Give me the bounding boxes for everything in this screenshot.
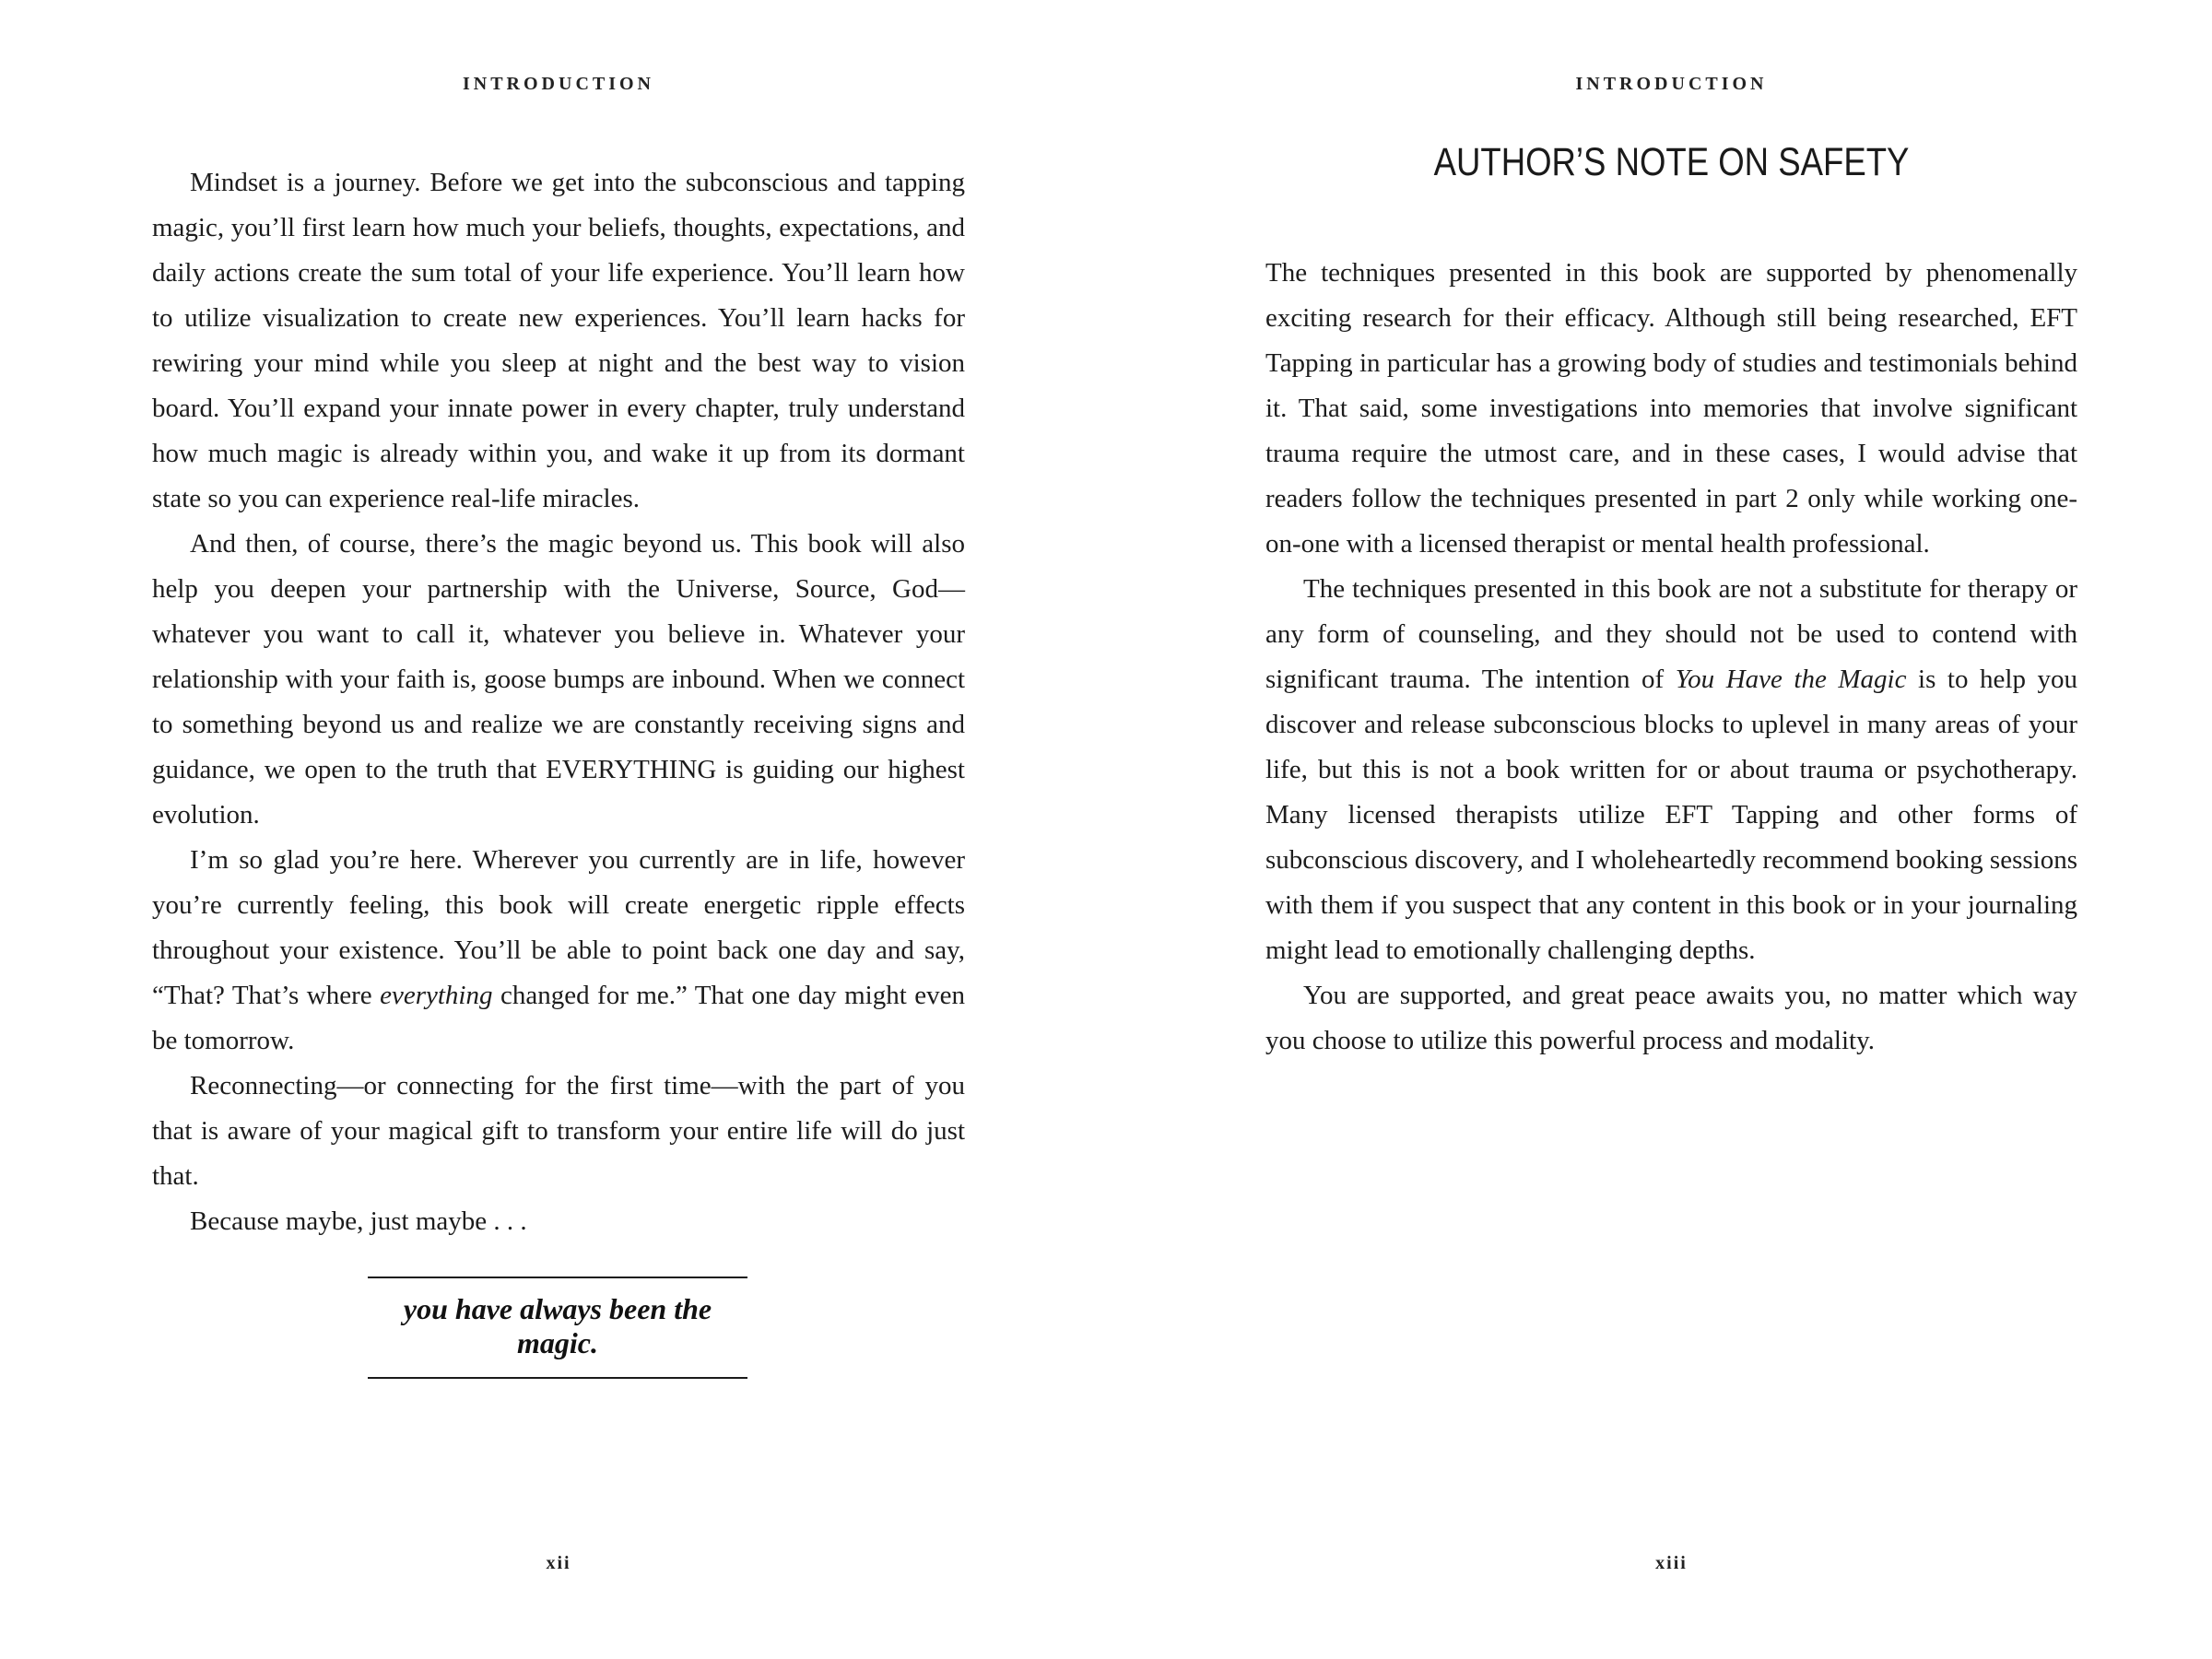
paragraph: Reconnecting—or connecting for the first time—with the part of you that is aware of your magical gift to transform your entire life will do just that. (152, 1071, 965, 1191)
paragraph-text: is to help you discover and release subconscious blocks to uplevel in many areas of your life, but this is not a book written for or about trauma or psychotherapy. Many licensed therapists utilize EFT Tapping and other forms of subconscious discovery, and I wholeheartedly recommend booking sessions with them if you suspect that any content in this book or in your journaling might lead to emotionally challenging depths. (1265, 665, 2077, 965)
pull-quote (368, 1277, 747, 1379)
paragraph: You are supported, and great peace awaits you, no matter which way you choose to utilize this powerful process and modality. (1265, 981, 2077, 1055)
body-text (152, 160, 965, 1244)
running-head: INTRODUCTION (462, 74, 655, 94)
page-number: xiii (1655, 1553, 1688, 1573)
section-title: AUTHOR’S NOTE ON SAFETY (1433, 140, 1910, 184)
paragraph-text: changed for me.” That one day might even be tomorrow. (152, 981, 965, 1055)
running-head: INTRODUCTION (1575, 74, 1768, 94)
pull-quote-text: you have always been the magic. (403, 1292, 712, 1359)
page-number: xii (546, 1553, 571, 1573)
paragraph: The techniques presented in this book are supported by phenomenally exciting research for their efficacy. Although still being researched, EFT Tapping in particular has a growing body of studies and testimonials behind it. That said, some investigations into memories that involve significant trauma require the utmost care, and in these cases, I would advise that readers follow the techniques presented in part 2 only while working one-on-one with a licensed therapist or mental health professional. (1265, 258, 2077, 559)
paragraph (152, 838, 965, 1064)
paragraph-text: I’m so glad you’re here. Wherever you currently are in life, however you’re currently feeling, this book will create energetic ripple effects throughout your existence. You’ll be able to point back one day and say, “That? That’s where (152, 845, 965, 1010)
paragraph-text: The techniques presented in this book are not a substitute for therapy or any form of counseling, and they should not be used to contend with significant trauma. The intention of (1265, 574, 2077, 694)
book-title: You Have the Magic (1675, 665, 1907, 694)
right-page (1265, 0, 2077, 1659)
body-text (1265, 251, 2077, 1064)
left-page (152, 0, 965, 1659)
paragraph: Because maybe, just maybe . . . (190, 1206, 527, 1236)
emphasis-text: everything (380, 981, 493, 1010)
paragraph (1265, 567, 2077, 973)
paragraph: And then, of course, there’s the magic beyond us. This book will also help you deepen your partnership with the Universe, Source, God—whatever you want to call it, whatever you believe in. Whatever your relationship with your faith is, goose bumps are inbound. When we connect to something beyond us and realize we are constantly receiving signs and guidance, we open to the truth that EVERYTHING is guiding our highest evolution. (152, 529, 965, 830)
paragraph: Mindset is a journey. Before we get into the subconscious and tapping magic, you’ll first learn how much your beliefs, thoughts, expectations, and daily actions create the sum total of your life experience. You’ll learn how to utilize visualization to create new experiences. You’ll learn hacks for rewiring your mind while you sleep at night and the best way to vision board. You’ll expand your innate power in every chapter, truly understand how much magic is already within you, and wake it up from its dormant state so you can experience real-life miracles. (152, 168, 965, 513)
